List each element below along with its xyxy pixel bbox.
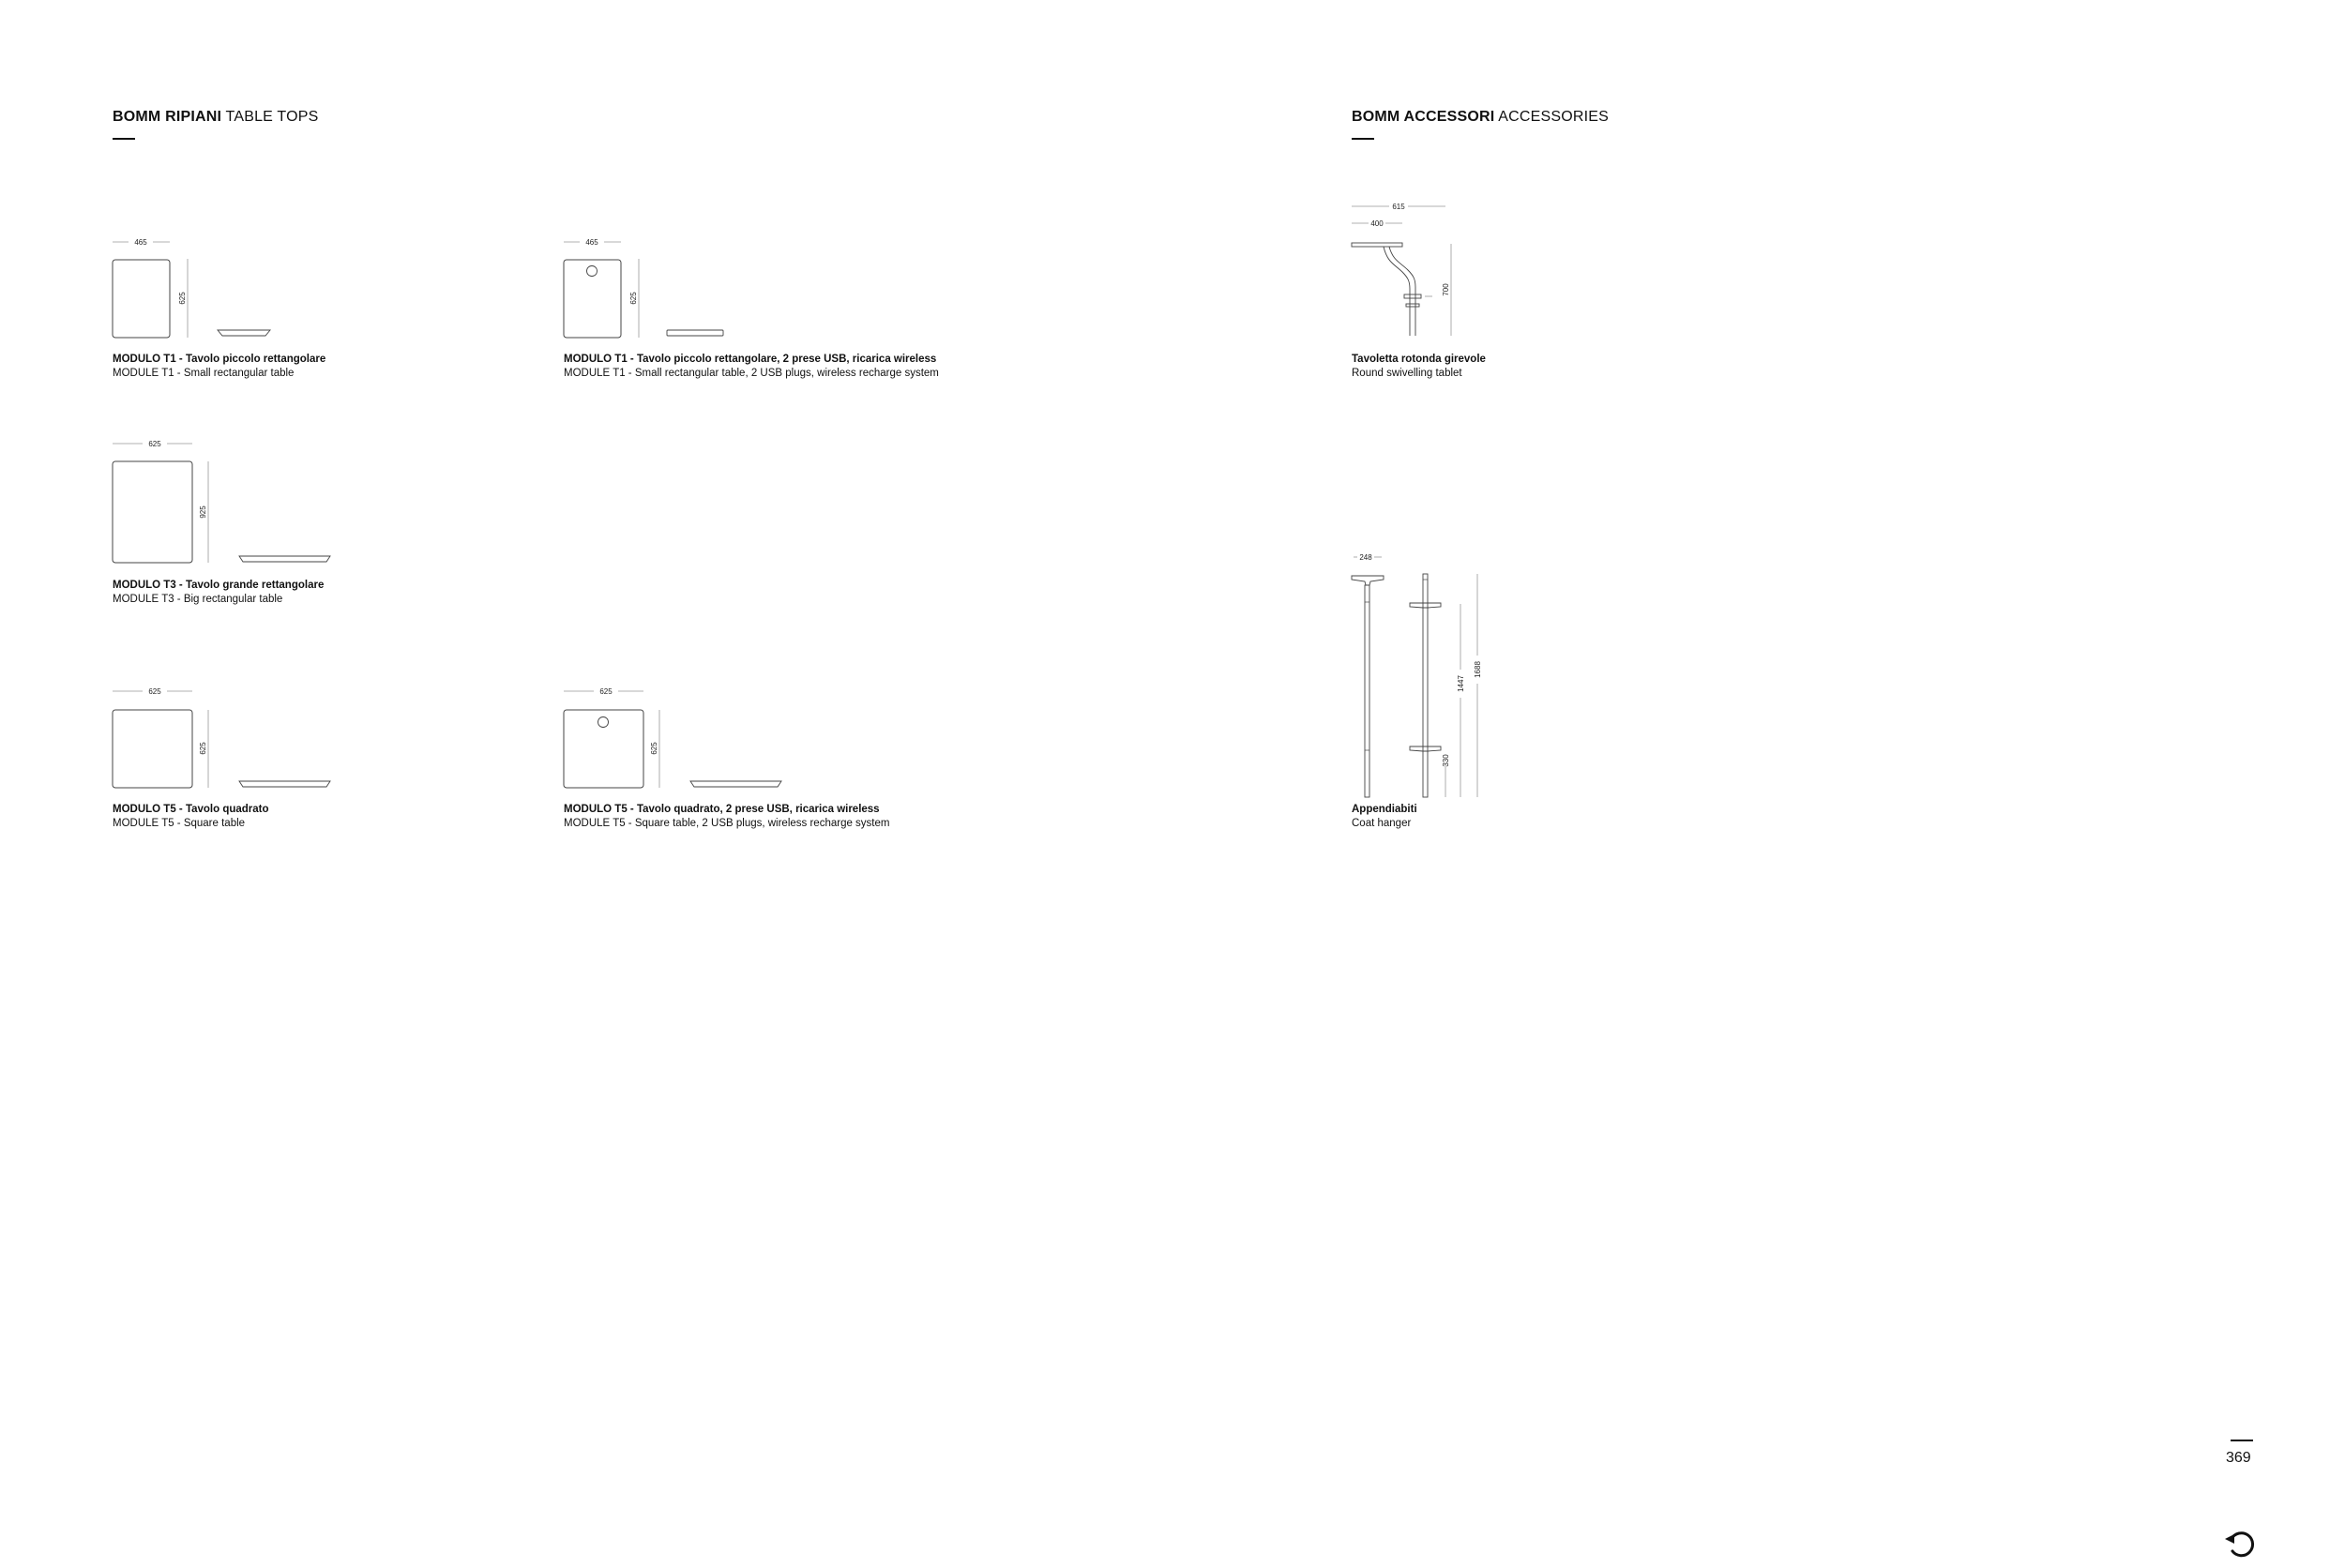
drawing-t5 xyxy=(103,682,347,799)
drawing-t5-usb xyxy=(554,682,798,799)
heading-divider xyxy=(113,138,135,140)
dimension-height: 925 xyxy=(199,505,207,519)
caption-english: Coat hanger xyxy=(1352,818,1412,829)
dimension-hook-height: 1447 xyxy=(1457,675,1465,692)
caption-english: MODULE T3 - Big rectangular table xyxy=(113,594,283,605)
caption-hanger xyxy=(1352,803,1417,831)
dimension-width: 625 xyxy=(148,440,161,448)
caption-tablet xyxy=(1352,353,1486,381)
section-heading-bold: BOMM RIPIANI xyxy=(113,109,222,125)
caption-italian: MODULO T5 - Tavolo quadrato xyxy=(113,804,269,815)
caption-italian: MODULO T3 - Tavolo grande rettangolare xyxy=(113,580,325,591)
caption-italian: Tavoletta rotonda girevole xyxy=(1352,354,1486,365)
reload-icon[interactable] xyxy=(2222,1526,2260,1563)
caption-t1-usb xyxy=(564,353,939,381)
section-heading-rest: ACCESSORIES xyxy=(1494,109,1609,125)
section-heading-rest: TABLE TOPS xyxy=(221,109,319,125)
dimension-height: 625 xyxy=(629,292,638,305)
drawing-t3 xyxy=(103,433,347,574)
page-number-divider xyxy=(2231,1440,2253,1441)
caption-t5 xyxy=(113,803,269,831)
caption-italian: MODULO T1 - Tavolo piccolo rettangolare xyxy=(113,354,326,365)
dimension-height: 625 xyxy=(650,742,658,755)
page-number: 369 xyxy=(2226,1450,2251,1466)
drawing-tablet xyxy=(1342,197,1492,347)
caption-italian: Appendiabiti xyxy=(1352,804,1417,815)
drawing-hanger xyxy=(1342,548,1511,801)
dimension-width-outer: 615 xyxy=(1392,203,1405,211)
caption-english: MODULE T1 - Small rectangular table xyxy=(113,368,295,379)
caption-english: Round swivelling tablet xyxy=(1352,368,1462,379)
dimension-width: 625 xyxy=(148,687,161,696)
caption-english: MODULE T5 - Square table xyxy=(113,818,246,829)
dimension-width-inner: 400 xyxy=(1370,219,1384,228)
dimension-height: 625 xyxy=(178,292,187,305)
caption-italian: MODULO T1 - Tavolo piccolo rettangolare, 2 prese USB, ricarica wireless xyxy=(564,354,937,365)
dimension-width: 465 xyxy=(585,238,598,247)
dimension-height: 700 xyxy=(1442,283,1450,296)
dimension-width: 248 xyxy=(1359,553,1372,562)
dimension-total-height: 1688 xyxy=(1474,661,1482,678)
section-heading-bold: BOMM ACCESSORI xyxy=(1352,109,1495,125)
caption-english: MODULE T1 - Small rectangular table, 2 USB plugs, wireless recharge system xyxy=(564,368,939,379)
drawing-t1-usb xyxy=(554,233,742,345)
caption-t1 xyxy=(113,353,325,381)
dimension-width: 465 xyxy=(134,238,147,247)
section-heading-accessories xyxy=(1352,109,1609,126)
caption-english: MODULE T5 - Square table, 2 USB plugs, wireless recharge system xyxy=(564,818,890,829)
caption-t3 xyxy=(113,579,324,607)
dimension-width: 625 xyxy=(599,687,613,696)
drawing-t1 xyxy=(103,233,291,345)
section-heading-table-tops xyxy=(113,109,318,126)
heading-divider xyxy=(1352,138,1374,140)
caption-t5-usb xyxy=(564,803,889,831)
dimension-height: 625 xyxy=(199,742,207,755)
caption-italian: MODULO T5 - Tavolo quadrato, 2 prese USB, ricarica wireless xyxy=(564,804,880,815)
dimension-base-height: 330 xyxy=(1442,754,1450,767)
